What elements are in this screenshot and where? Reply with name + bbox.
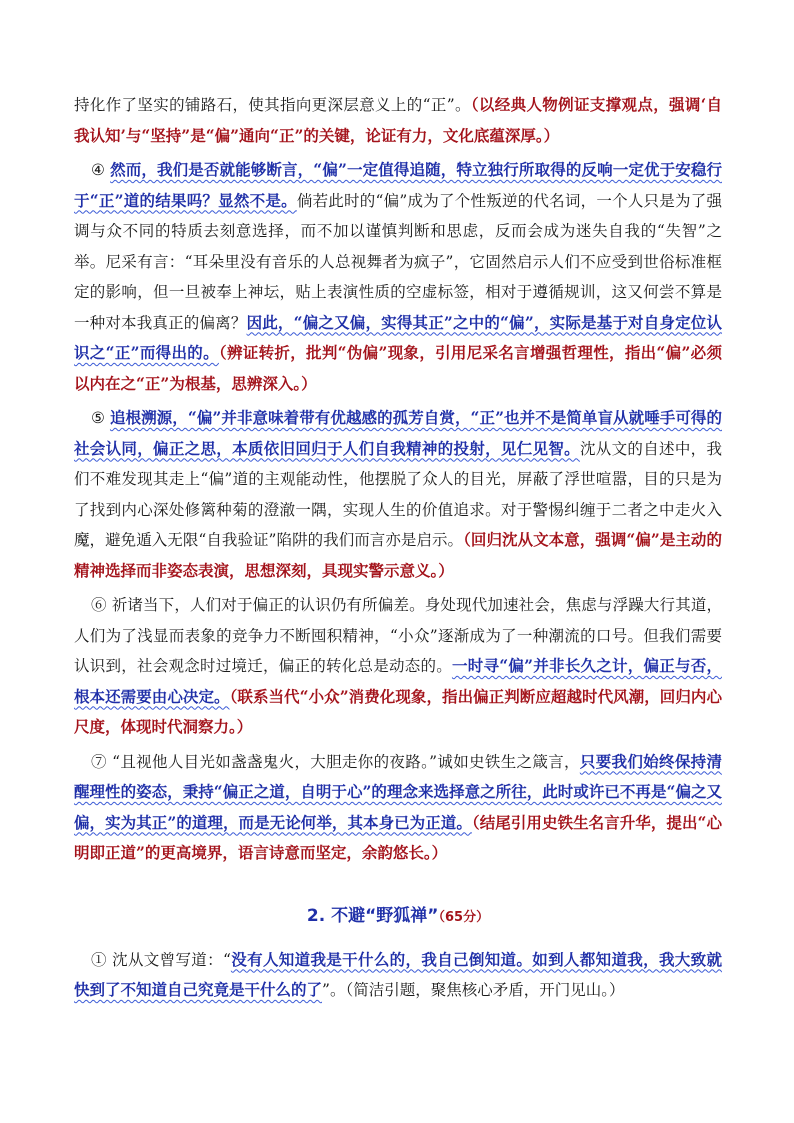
- section-body: [74, 945, 722, 1006]
- key-sentence: 只要我们始终保持清醒理性的姿态，秉持“偏正之道，自明于心”的理念来选择意之所往，此时或许已不再是“偏之又偏，实为其正”的道理，而是无论何举，其本身已为正道。: [74, 751, 722, 832]
- body-text: ⑤: [91, 409, 110, 427]
- body-text: ④: [91, 161, 111, 179]
- paragraph-p6: [74, 590, 722, 743]
- body-text: ⑥ 祈诸当下，人们对于偏正的认识仍有所偏差。身处现代加速社会，焦虑与浮躁大行其道，人们为了浅显而表象的竞争力不断囤积精神，“小众”逐渐成为了一种潮流的口号。但我们需要认识到，社会观念时过境迁，偏正的转化总是动态的。: [74, 596, 722, 675]
- key-sentence: 没有人知道我是干什么的，我自己倒知道。如到人都知道我，我大致就快到了不知道自己究竟是干什么的了: [74, 949, 722, 999]
- section-title: 不避“野狐禅”: [331, 905, 439, 926]
- commentary-note: （辨证转折，批判“伪偏”现象，引用尼采名言增强哲理性，指出“偏”必须以内在之“正”为根基，思辨深入。）: [74, 343, 722, 393]
- body-text: 沈从文的自述中，我们不难发现其走上“偏”道的主观能动性，他摆脱了众人的目光，屏蔽了浮世喧嚣，目的只是为了找到内心深处修篱种菊的澄澈一隅，实现人生的价值追求。对于警惕纠缠于二者之中走火入魔，避免遁入无限“自我验证”陷阱的我们而言亦是启示。: [74, 439, 722, 549]
- paragraph-p5: [74, 403, 722, 586]
- body-text: 持化作了坚实的铺路石，使其指向更深层意义上的“正”。: [74, 96, 471, 114]
- paragraph-p-continuation: [74, 90, 722, 151]
- commentary-note: （回归沈从文本意，强调“偏”是主动的精神选择而非姿态表演，思想深刻，具现实警示意义。）: [74, 530, 722, 580]
- commentary-note: （联系当代“小众”消费化现象，指出偏正判断应超越时代风潮，回归内心尺度，体现时代洞察力。）: [74, 686, 722, 736]
- document-page: [74, 90, 722, 1010]
- paragraph-s2-p1: [74, 945, 722, 1006]
- essay-body: [74, 90, 722, 869]
- body-text: ① 沈从文曾写道：“: [91, 950, 231, 969]
- key-sentence: 然而，我们是否就能够断言，“偏”一定值得追随，特立独行所取得的反响一定优于安稳行于“正”道的结果吗？显然不是。: [74, 160, 722, 210]
- section-number: 2.: [306, 905, 326, 926]
- key-sentence: 因此，“偏之又偏，实得其正”之中的“偏”，实际是基于对自身定位认识之“正”而得出的。: [74, 312, 722, 362]
- body-text: 倘若此时的“偏”成为了个性叛逆的代名词，一个人只是为了强调与众不同的特质去刻意选择，而不加以谨慎判断和思虑，反而会成为迷失自我的“失智”之举。尼采有言：“耳朵里没有音乐的人总视舞者为疯子”，它固然启示人们不应受到世俗标准框定的影响，但一旦被奉上神坛，贴上表演性质的空虚标签，相对于遵循规训，这又何尝不算是一种对本我真正的偏离？: [74, 191, 722, 332]
- commentary-note: （结尾引用史铁生名言升华，提出“心明即正道”的更高境界，语言诗意而坚定，余韵悠长。）: [74, 812, 723, 862]
- section-score: （65分）: [438, 909, 490, 925]
- body-text: ”。（简洁引题，聚焦核心矛盾，开门见山。）: [322, 981, 625, 999]
- key-sentence: 一时寻“偏”并非长久之计，偏正与否，根本还需要由心决定。: [74, 656, 722, 706]
- key-sentence: 追根溯源，“偏”并非意味着带有优越感的孤芳自赏，“正”也并不是简单盲从就唾手可得的社会认同，偏正之思，本质依旧回归于人们自我精神的投射，见仁见智。: [74, 408, 722, 458]
- body-text: ⑦ “且视他人目光如盏盏鬼火，大胆走你的夜路。”诚如史铁生之箴言，: [91, 752, 580, 771]
- commentary-note: （以经典人物例证支撑观点，强调‘自我认知’与“坚持”是“偏”通向“正”的关键，论证有力，文化底蕴深厚。）: [74, 95, 722, 145]
- paragraph-p7: [74, 747, 722, 869]
- paragraph-p4: [74, 155, 722, 399]
- section-heading: [74, 903, 722, 931]
